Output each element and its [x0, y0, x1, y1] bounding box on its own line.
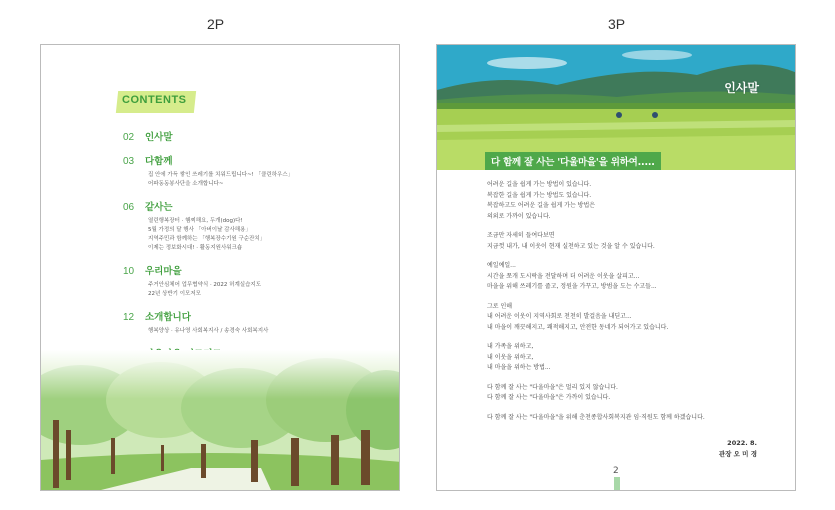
page-number: 2: [613, 466, 619, 476]
greeting-paragraph: [487, 342, 777, 374]
toc-item[interactable]: [123, 129, 393, 143]
greeting-paragraph: [487, 413, 777, 424]
toc-subitem: 5월 가정의 달 행사 「아버이날 감사해용」: [148, 227, 251, 233]
forest-illustration: [41, 350, 400, 490]
signature-name: 관장 오 미 경: [718, 450, 757, 458]
contents-page: [40, 44, 400, 491]
greeting-line: 예일예일...: [487, 262, 516, 269]
greeting-paragraph: [487, 383, 777, 404]
signature: [719, 438, 757, 460]
page-number-bar: [614, 477, 620, 491]
toc-subitem: 이제는 정보화시대! · 활동지원사워크숍: [148, 245, 243, 251]
toc-title: 다함께: [145, 156, 173, 167]
toc-title: 우리마을: [145, 266, 182, 277]
greeting-title: 인사말: [724, 81, 759, 95]
toc-subitem: 주거안심체어 업무협약식 · 2022 허계실습지도: [148, 282, 262, 288]
greeting-line: 내 가족을 위하고,: [487, 343, 534, 350]
greeting-line: 지금껏 내가, 내 이웃이 현재 실천하고 있는 것을 알 수 있습니다.: [487, 242, 655, 250]
greeting-paragraph: [487, 302, 777, 334]
toc-title: 같사는: [145, 202, 173, 213]
toc-subitem: 22년 상반기 이모저모: [148, 291, 201, 297]
greeting-line: 그로 인해: [487, 302, 513, 310]
toc-number: 02: [123, 132, 135, 143]
greeting-paragraph: [487, 231, 777, 252]
greeting-line: 복잡하고도 어려운 길을 쉽게 가는 방법은: [487, 202, 596, 209]
greeting-page: [436, 44, 796, 491]
greeting-line: 다 함께 잘 사는 "다울마을"은 가까이 있습니다.: [487, 394, 611, 401]
toc-number: 10: [123, 266, 135, 277]
greeting-line: 의외로 가까이 있습니다.: [487, 212, 551, 220]
greeting-line: 다 함께 잘 사는 "다울마을"을 위해 춘천종합사회복지관 임·직원도 함께 하겠습니다.: [487, 413, 705, 421]
greeting-line: 다 함께 잘 사는 "다울마을"은 멀리 있지 않습니다.: [487, 383, 618, 391]
greeting-line: 어려운 길을 쉽게 가는 방법이 있습니다.: [487, 181, 592, 188]
toc-subitem: 집 안에 가득 쌓인 쓰레기를 치워드립니다~! 「클린하우스」: [148, 172, 294, 178]
toc-number: 12: [123, 312, 135, 323]
toc-title: 인사말: [145, 132, 173, 143]
toc-item[interactable]: [123, 199, 393, 253]
toc-subitem: 어파동동봉사단을 소개합니다~: [148, 181, 224, 187]
toc-title: 소개합니다: [145, 312, 191, 323]
greeting-paragraph: [487, 180, 777, 222]
toc-subitem: 열린행복장터 · 햄찌해요, 두개(dog)다!: [148, 218, 243, 224]
greeting-paragraph: [487, 261, 777, 293]
left-page-label: 2P: [207, 16, 225, 32]
contents-title: CONTENTS: [122, 94, 187, 106]
greeting-line: 내 마을이 깨끗해지고, 쾌적해지고, 안전한 동네가 되어가고 있습니다.: [487, 323, 669, 331]
greeting-line: 내 마을을 위하는 방법...: [487, 364, 551, 371]
greeting-line: 시간을 쪼개 도시락을 전달하며 더 어려운 이웃을 살피고...: [487, 272, 640, 280]
greeting-line: 내 이웃을 위하고,: [487, 353, 534, 361]
greeting-line: 마을을 위해 쓰레기를 줍고, 정원을 가꾸고, 방범을 도는 수고들...: [487, 283, 657, 290]
greeting-body: [487, 180, 777, 432]
toc-subitem: 행복양상 · 유나영 사회복지사 / 송경숙 사회복지사: [148, 328, 269, 334]
right-page-label: 3P: [608, 16, 626, 32]
greeting-line: 조금만 자세히 들여다보면: [487, 232, 555, 239]
signature-date: 2022. 8.: [727, 439, 757, 447]
toc-number: 06: [123, 202, 135, 213]
toc-item[interactable]: [123, 309, 393, 336]
toc-item[interactable]: [123, 153, 393, 189]
greeting-headline: 다 함께 잘 사는 '다울마을'을 위하여.....: [485, 152, 661, 170]
toc-number: 03: [123, 156, 135, 167]
greeting-line: 복잡한 길을 쉽게 가는 방법도 있습니다.: [487, 191, 592, 199]
greeting-line: 내 어려운 이웃이 지역사회로 천천히 발걸음을 내딛고...: [487, 313, 632, 320]
toc-item[interactable]: [123, 263, 393, 299]
toc-subitem: 지역주민과 함께하는 「행복장수기원 구순잔치」: [148, 236, 266, 242]
